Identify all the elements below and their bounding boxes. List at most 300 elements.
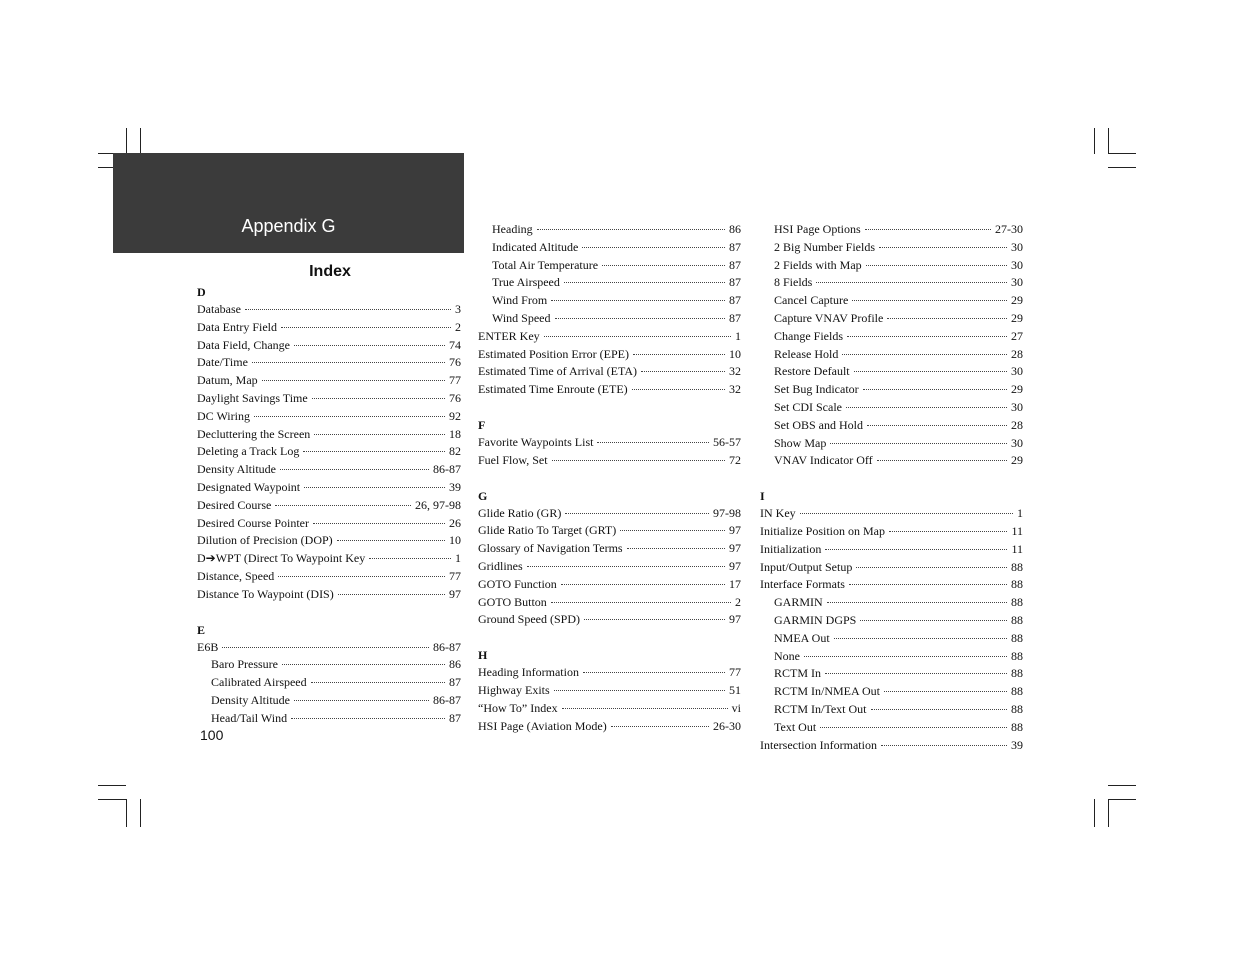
section-letter: G	[478, 488, 488, 503]
dot-leader	[871, 709, 1008, 710]
index-entry	[760, 576, 1023, 594]
dot-leader	[551, 602, 731, 603]
entry-label: None	[774, 648, 800, 663]
entry-label: RCTM In/NMEA Out	[774, 684, 881, 699]
index-entry	[760, 505, 1023, 523]
entry-label: Fuel Flow, Set	[478, 452, 548, 467]
dot-leader	[561, 584, 725, 585]
crop-mark	[1108, 785, 1136, 786]
crop-mark	[1108, 799, 1136, 800]
entry-page: 88	[1011, 595, 1023, 610]
entry-page: 77	[729, 665, 741, 680]
entry-label: Desired Course	[197, 497, 272, 512]
dot-leader	[863, 389, 1007, 390]
entry-label: Gridlines	[478, 558, 523, 573]
dot-leader	[834, 638, 1007, 639]
entry-label: GARMIN	[774, 595, 823, 610]
entry-label: Glide Ratio (GR)	[478, 505, 562, 520]
index-entry	[478, 540, 741, 558]
entry-label: Glide Ratio To Target (GRT)	[478, 523, 617, 538]
index-entry	[760, 737, 1023, 755]
entry-label: Datum, Map	[197, 373, 258, 388]
entry-label: Intersection Information	[760, 737, 877, 752]
dot-leader	[846, 407, 1007, 408]
index-column-1	[197, 284, 461, 728]
entry-label: Wind Speed	[492, 310, 551, 325]
dot-leader	[877, 460, 1007, 461]
crop-mark	[98, 799, 126, 800]
entry-page: 1	[735, 328, 741, 343]
index-entry	[478, 700, 741, 718]
dot-leader	[856, 567, 1007, 568]
entry-page: 87	[729, 275, 741, 290]
index-entry	[478, 664, 741, 682]
entry-page: 87	[729, 239, 741, 254]
entry-label: Favorite Waypoints List	[478, 434, 594, 449]
dot-leader	[633, 354, 725, 355]
entry-label: Desired Course Pointer	[197, 515, 309, 530]
index-entry	[478, 522, 741, 540]
entry-page: 32	[729, 364, 741, 379]
entry-page: 10	[729, 346, 741, 361]
entry-page: 29	[1011, 453, 1023, 468]
section-letter: D	[197, 285, 206, 299]
dot-leader	[881, 745, 1007, 746]
index-entry	[760, 523, 1023, 541]
index-entry	[197, 639, 461, 657]
dot-leader	[278, 576, 445, 577]
entry-label: Estimated Position Error (EPE)	[478, 346, 629, 361]
entry-page: 88	[1011, 666, 1023, 681]
section-gap	[197, 604, 461, 622]
index-entry	[197, 568, 461, 586]
entry-page: 92	[449, 408, 461, 423]
index-entry	[760, 221, 1023, 239]
entry-label: DC Wiring	[197, 408, 250, 423]
index-entry	[760, 683, 1023, 701]
entry-page: 88	[1011, 612, 1023, 627]
entry-page: 39	[1011, 737, 1023, 752]
entry-page: 39	[449, 479, 461, 494]
index-entry	[760, 541, 1023, 559]
entry-page: 72	[729, 452, 741, 467]
index-entry	[760, 719, 1023, 737]
entry-page: 82	[449, 444, 461, 459]
crop-mark	[126, 128, 127, 154]
dot-leader	[565, 513, 709, 514]
index-entry	[478, 274, 741, 292]
index-entry	[760, 612, 1023, 630]
entry-label: Highway Exits	[478, 682, 550, 697]
dot-leader	[291, 718, 445, 719]
entry-page: 87	[729, 257, 741, 272]
index-entry	[478, 594, 741, 612]
dot-leader	[312, 398, 445, 399]
entry-page: 86-87	[433, 462, 461, 477]
entry-label: GARMIN DGPS	[774, 612, 857, 627]
index-entry	[197, 372, 461, 390]
entry-label: Total Air Temperature	[492, 257, 599, 272]
dot-leader	[254, 416, 445, 417]
index-entry	[478, 221, 741, 239]
dot-leader	[884, 691, 1007, 692]
entry-page: 1	[455, 551, 461, 566]
entry-page: 26	[449, 515, 461, 530]
dot-leader	[602, 265, 725, 266]
entry-page: 87	[449, 675, 461, 690]
entry-label: Indicated Altitude	[492, 239, 579, 254]
dot-leader	[294, 345, 445, 346]
dot-leader	[879, 247, 1007, 248]
index-entry	[478, 239, 741, 257]
dot-leader	[262, 380, 445, 381]
entry-label: Release Hold	[774, 346, 839, 361]
entry-page: 10	[449, 533, 461, 548]
entry-label: Wind From	[492, 293, 548, 308]
entry-label: Ground Speed (SPD)	[478, 612, 580, 627]
dot-leader	[583, 672, 725, 673]
entry-page: 17	[729, 576, 741, 591]
dot-leader	[849, 584, 1007, 585]
entry-label: Distance To Waypoint (DIS)	[197, 586, 334, 601]
index-entry	[760, 701, 1023, 719]
index-column-3	[760, 221, 1023, 754]
dot-leader	[294, 700, 429, 701]
entry-page: 26-30	[713, 718, 741, 733]
entry-label: 2 Big Number Fields	[774, 239, 875, 254]
entry-page: 97-98	[713, 505, 741, 520]
section-letter: I	[760, 489, 765, 504]
entry-label: Head/Tail Wind	[211, 710, 288, 725]
dot-leader	[544, 336, 731, 337]
index-column-2	[478, 221, 741, 735]
entry-label: Show Map	[774, 435, 827, 450]
entry-label: Dilution of Precision (DOP)	[197, 533, 333, 548]
entry-page: 29	[1011, 293, 1023, 308]
entry-page: 51	[729, 682, 741, 697]
index-entry	[197, 656, 461, 674]
section-gap	[478, 470, 741, 488]
entry-page: 2	[735, 594, 741, 609]
entry-label: VNAV Indicator Off	[774, 453, 873, 468]
index-entry	[197, 515, 461, 533]
entry-page: 88	[1011, 648, 1023, 663]
entry-page: 87	[729, 310, 741, 325]
dot-leader	[627, 548, 725, 549]
entry-page: 29	[1011, 382, 1023, 397]
page-number: 100	[200, 727, 224, 743]
entry-label: GOTO Function	[478, 576, 557, 591]
crop-mark	[140, 128, 141, 154]
dot-leader	[632, 389, 725, 390]
entry-label: Initialize Position on Map	[760, 523, 885, 538]
entry-label: True Airspeed	[492, 275, 560, 290]
entry-label: Daylight Savings Time	[197, 390, 308, 405]
index-entry	[760, 292, 1023, 310]
index-entry	[197, 408, 461, 426]
index-entry	[760, 417, 1023, 435]
entry-page: 88	[1011, 630, 1023, 645]
index-entry	[760, 346, 1023, 364]
crop-mark	[98, 785, 126, 786]
index-entry	[478, 718, 741, 736]
index-entry	[197, 479, 461, 497]
entry-label: Deleting a Track Log	[197, 444, 300, 459]
entry-label: RCTM In/Text Out	[774, 701, 867, 716]
dot-leader	[611, 726, 709, 727]
crop-mark	[1094, 128, 1095, 154]
index-entry	[760, 399, 1023, 417]
dot-leader	[889, 531, 1007, 532]
index-entry	[478, 452, 741, 470]
dot-leader	[552, 460, 725, 461]
dot-leader	[641, 371, 725, 372]
entry-label: ENTER Key	[478, 328, 540, 343]
dot-leader	[827, 602, 1007, 603]
index-entry	[478, 381, 741, 399]
entry-page: 30	[1011, 364, 1023, 379]
entry-page: 88	[1011, 684, 1023, 699]
entry-page: 30	[1011, 239, 1023, 254]
entry-label: Heading Information	[478, 665, 579, 680]
index-entry	[478, 611, 741, 629]
dot-leader	[867, 425, 1007, 426]
dot-leader	[854, 371, 1007, 372]
entry-page: 88	[1011, 577, 1023, 592]
dot-leader	[280, 469, 429, 470]
dot-leader	[865, 229, 991, 230]
index-entry	[478, 292, 741, 310]
dot-leader	[369, 558, 451, 559]
section-letter: E	[197, 622, 206, 637]
entry-label: Decluttering the Screen	[197, 426, 311, 441]
entry-label: NMEA Out	[774, 630, 830, 645]
entry-label: HSI Page (Aviation Mode)	[478, 718, 607, 733]
entry-page: 11	[1011, 523, 1023, 538]
index-entry	[197, 550, 461, 568]
entry-label: Capture VNAV Profile	[774, 310, 884, 325]
entry-label: Set CDI Scale	[774, 399, 842, 414]
index-entry	[760, 594, 1023, 612]
dot-leader	[825, 549, 1007, 550]
entry-page: 88	[1011, 719, 1023, 734]
index-entry	[197, 692, 461, 710]
dot-leader	[860, 620, 1007, 621]
entry-label: Designated Waypoint	[197, 479, 301, 494]
entry-label: Baro Pressure	[211, 657, 278, 672]
entry-page: 97	[449, 586, 461, 601]
index-entry	[760, 274, 1023, 292]
dot-leader	[842, 354, 1007, 355]
entry-label: Data Entry Field	[197, 319, 277, 334]
section-gap	[478, 629, 741, 647]
entry-label: Density Altitude	[197, 462, 276, 477]
crop-mark	[1094, 799, 1095, 827]
index-entry	[478, 434, 741, 452]
crop-mark	[1108, 128, 1109, 154]
index-entry	[760, 665, 1023, 683]
entry-page: 97	[729, 558, 741, 573]
index-entry	[478, 558, 741, 576]
dot-leader	[820, 727, 1007, 728]
crop-mark	[1108, 799, 1109, 827]
dot-leader	[252, 362, 445, 363]
entry-page: 30	[1011, 435, 1023, 450]
section-gap	[478, 399, 741, 417]
entry-label: Date/Time	[197, 355, 248, 370]
entry-page: 77	[449, 373, 461, 388]
dot-leader	[282, 664, 445, 665]
dot-leader	[551, 300, 725, 301]
dot-leader	[313, 523, 445, 524]
index-entry	[197, 301, 461, 319]
dot-leader	[564, 282, 725, 283]
section-letter: H	[478, 648, 488, 663]
dot-leader	[866, 265, 1007, 266]
entry-label: Change Fields	[774, 328, 843, 343]
index-entry	[197, 443, 461, 461]
entry-page: 86-87	[433, 692, 461, 707]
entry-label: Density Altitude	[211, 692, 290, 707]
entry-label: Initialization	[760, 541, 822, 556]
crop-mark	[140, 799, 141, 827]
entry-page: 74	[449, 337, 461, 352]
dot-leader	[582, 247, 725, 248]
entry-label: Interface Formats	[760, 577, 845, 592]
entry-page: 87	[729, 293, 741, 308]
index-entry	[197, 497, 461, 515]
entry-label: Text Out	[774, 719, 817, 734]
dot-leader	[830, 443, 1007, 444]
entry-label: Set Bug Indicator	[774, 382, 859, 397]
entry-label: Restore Default	[774, 364, 850, 379]
entry-label: Data Field, Change	[197, 337, 290, 352]
index-entry	[197, 337, 461, 355]
entry-page: 11	[1011, 541, 1023, 556]
dot-leader	[245, 309, 451, 310]
entry-page: 97	[729, 612, 741, 627]
entry-page: 18	[449, 426, 461, 441]
index-entry	[478, 257, 741, 275]
dot-leader	[825, 673, 1007, 674]
index-entry	[760, 630, 1023, 648]
entry-label: Estimated Time of Arrival (ETA)	[478, 364, 638, 379]
entry-label: GOTO Button	[478, 594, 547, 609]
entry-page: 86	[449, 657, 461, 672]
entry-label: Distance, Speed	[197, 568, 275, 583]
index-entry	[760, 239, 1023, 257]
index-entry	[478, 363, 741, 381]
entry-label: Set OBS and Hold	[774, 417, 864, 432]
header-band	[113, 153, 464, 253]
entry-label: Database	[197, 302, 241, 316]
index-entry	[760, 363, 1023, 381]
entry-label: Estimated Time Enroute (ETE)	[478, 382, 628, 397]
entry-page: 30	[1011, 275, 1023, 290]
index-entry	[760, 435, 1023, 453]
index-entry	[478, 346, 741, 364]
entry-label: 2 Fields with Map	[774, 257, 862, 272]
dot-leader	[887, 318, 1007, 319]
section-letter: F	[478, 417, 486, 432]
index-entry	[760, 257, 1023, 275]
index-entry	[197, 586, 461, 604]
entry-label: RCTM In	[774, 666, 822, 681]
index-entry	[197, 461, 461, 479]
entry-page: 30	[1011, 399, 1023, 414]
entry-label: E6B	[197, 639, 219, 654]
crop-mark	[1108, 153, 1136, 154]
entry-page: 28	[1011, 346, 1023, 361]
dot-leader	[527, 566, 725, 567]
dot-leader	[816, 282, 1007, 283]
dot-leader	[562, 708, 728, 709]
index-entry	[197, 710, 461, 728]
index-entry	[197, 319, 461, 337]
dot-leader	[555, 318, 725, 319]
entry-page: 97	[729, 523, 741, 538]
index-entry	[478, 328, 741, 346]
entry-page: 76	[449, 355, 461, 370]
index-entry	[197, 674, 461, 692]
dot-leader	[537, 229, 725, 230]
entry-page: 32	[729, 382, 741, 397]
crop-mark	[1108, 167, 1136, 168]
entry-page: 56-57	[713, 434, 741, 449]
dot-leader	[804, 656, 1007, 657]
entry-label: Glossary of Navigation Terms	[478, 541, 623, 556]
entry-page: 2	[455, 319, 461, 334]
dot-leader	[222, 647, 429, 648]
entry-label: D➔WPT (Direct To Waypoint Key	[197, 551, 366, 566]
index-entry	[760, 328, 1023, 346]
dot-leader	[800, 513, 1013, 514]
dot-leader	[304, 487, 445, 488]
dot-leader	[275, 505, 411, 506]
entry-page: 76	[449, 390, 461, 405]
dot-leader	[597, 442, 709, 443]
dot-leader	[311, 682, 445, 683]
index-entry	[197, 532, 461, 550]
entry-page: 26, 97-98	[415, 497, 461, 512]
entry-page: 27-30	[995, 222, 1023, 236]
dot-leader	[847, 336, 1007, 337]
dot-leader	[584, 619, 725, 620]
entry-label: Heading	[492, 222, 533, 236]
entry-label: Cancel Capture	[774, 293, 849, 308]
entry-page: 86-87	[433, 639, 461, 654]
entry-label: Calibrated Airspeed	[211, 675, 307, 690]
crop-mark	[126, 799, 127, 827]
dot-leader	[620, 530, 725, 531]
entry-page: 28	[1011, 417, 1023, 432]
index-entry	[760, 559, 1023, 577]
entry-label: IN Key	[760, 506, 796, 521]
dot-leader	[852, 300, 1007, 301]
entry-page: 86	[729, 222, 741, 236]
entry-page: 30	[1011, 257, 1023, 272]
entry-page: 87	[449, 710, 461, 725]
dot-leader	[281, 327, 451, 328]
index-entry	[478, 682, 741, 700]
index-entry	[197, 354, 461, 372]
entry-label: HSI Page Options	[774, 222, 861, 236]
dot-leader	[314, 434, 445, 435]
section-gap	[760, 470, 1023, 488]
entry-page: 88	[1011, 559, 1023, 574]
dot-leader	[338, 594, 445, 595]
entry-page: 3	[455, 302, 461, 316]
